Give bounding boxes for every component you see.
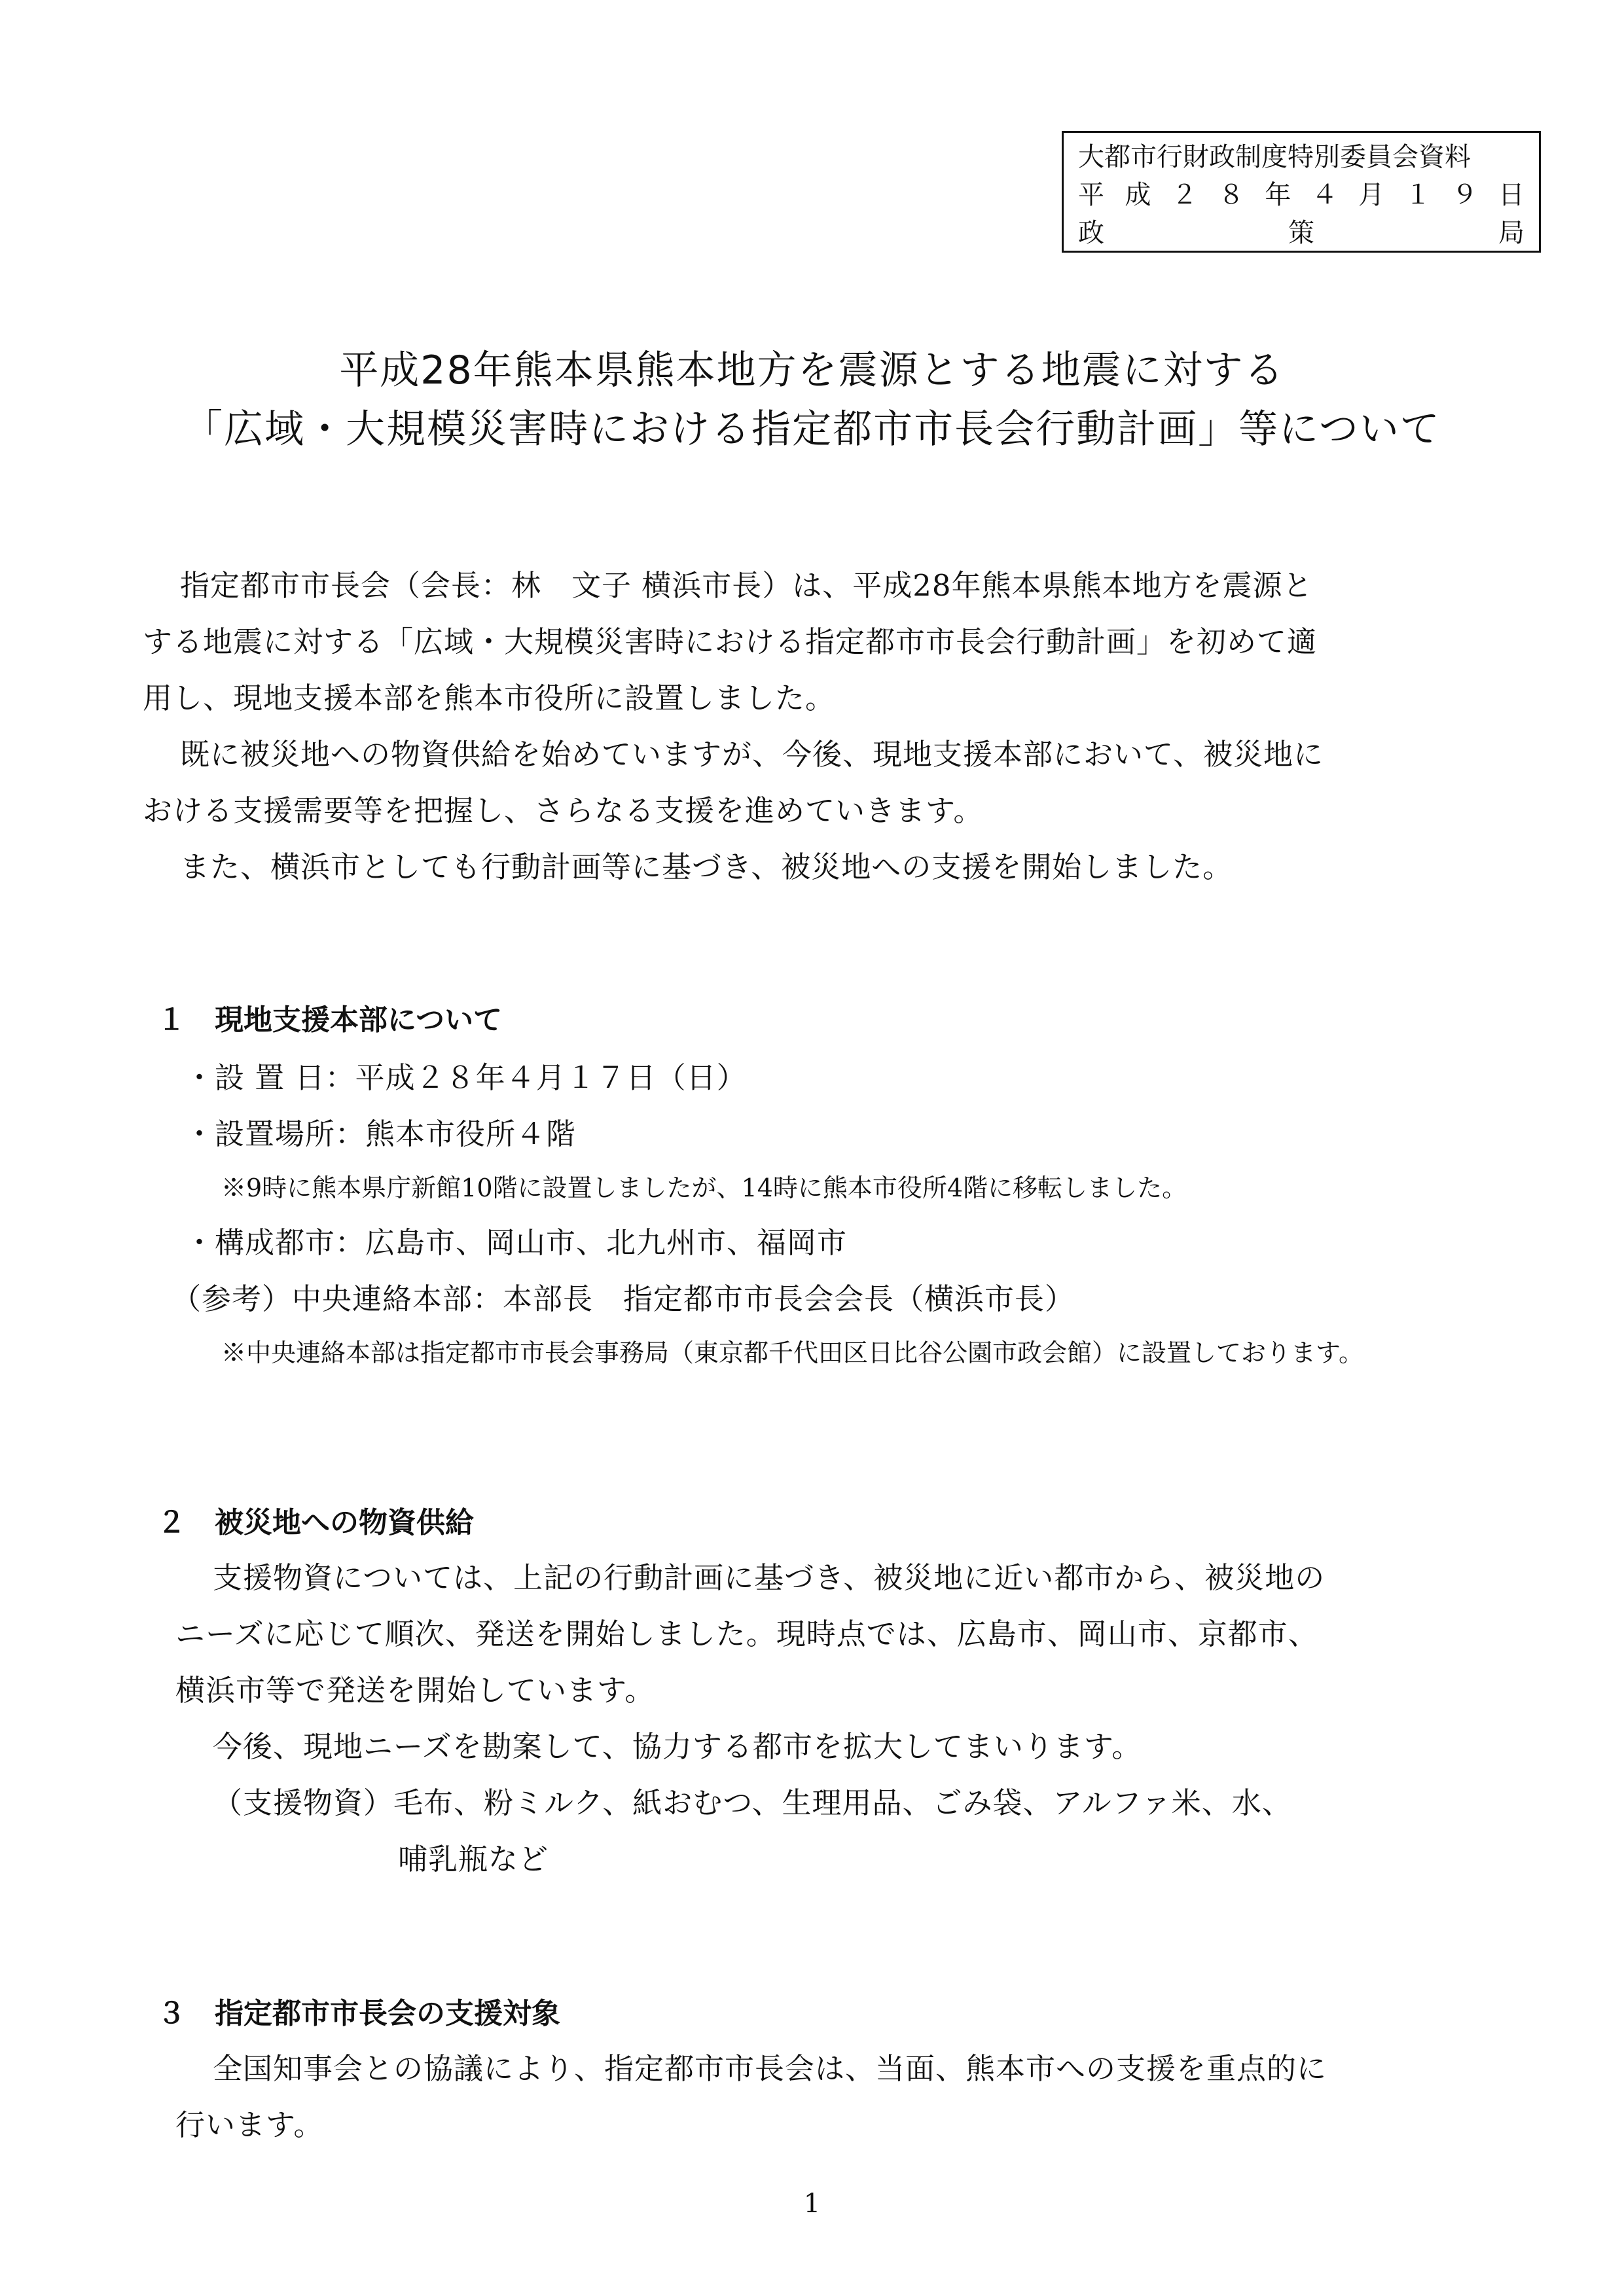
section-2-supplies-cont: 哺乳瓶など	[398, 1842, 549, 1876]
header-department: 政 策 局	[1078, 218, 1525, 248]
intro-line-5: おける支援需要等を把握し、さらなる支援を進めていきます。	[143, 793, 984, 828]
section-3-line-1: 全国知事会との協議により、指定都市市長会は、当面、熊本市への支援を重点的に	[213, 2051, 1327, 2086]
section-1-reference: （参考）中央連絡本部：本部長 指定都市市長会会長（横浜市長）	[171, 1282, 1075, 1316]
section-1-place: ・設置場所：熊本市役所４階	[185, 1117, 577, 1151]
section-3-line-2: 行います。	[175, 2108, 324, 2142]
section-1-reference-note: ※中央連絡本部は指定都市市長会事務局（東京都千代田区日比谷公園市政会館）に設置しております。	[221, 1338, 1363, 1367]
intro-line-2: する地震に対する「広域・大規模災害時における指定都市市長会行動計画」を初めて適	[143, 624, 1318, 659]
section-1-place-note: ※9時に熊本県庁新館10階に設置しましたが、14時に熊本市役所4階に移転しました。	[221, 1174, 1187, 1202]
intro-line-3: 用し、現地支援本部を熊本市役所に設置しました。	[143, 681, 836, 715]
section-2-line-3: 横浜市等で発送を開始しています。	[175, 1673, 655, 1708]
header-date: 平 成 ２ ８ 年 ４ 月 １ ９ 日	[1078, 180, 1525, 210]
page-number: 1	[803, 2189, 821, 2219]
section-2-supplies: （支援物資）毛布、粉ミルク、紙おむつ、生理用品、ごみ袋、アルファ米、水、	[213, 1785, 1292, 1820]
section-2-line-2: ニーズに応じて順次、発送を開始しました。現時点では、広島市、岡山市、京都市、	[175, 1617, 1318, 1651]
title-line-1: 平成28年熊本県熊本地方を震源とする地震に対する	[339, 348, 1285, 393]
section-3-heading: ３ 指定都市市長会の支援対象	[157, 1997, 560, 2030]
intro-line-1: 指定都市市長会（会長：林 文子 横浜市長）は、平成28年熊本県熊本地方を震源と	[180, 568, 1313, 603]
intro-line-6: また、横浜市としても行動計画等に基づき、被災地への支援を開始しました。	[180, 850, 1233, 884]
document-header-box	[1062, 131, 1541, 253]
section-2-line-4: 今後、現地ニーズを勘案して、協力する都市を拡大してまいります。	[213, 1729, 1142, 1764]
section-1-cities: ・構成都市：広島市、岡山市、北九州市、福岡市	[185, 1225, 848, 1260]
intro-line-4: 既に被災地への物資供給を始めていますが、今後、現地支援本部において、被災地に	[180, 737, 1324, 772]
header-committee: 大都市行財政制度特別委員会資料	[1078, 142, 1471, 172]
section-2-line-1: 支援物資については、上記の行動計画に基づき、被災地に近い都市から、被災地の	[213, 1560, 1326, 1595]
section-1-date: ・設 置 日：平成２８年４月１７日（日）	[185, 1060, 747, 1095]
section-2-heading: ２ 被災地への物資供給	[157, 1506, 474, 1539]
title-line-2: 「広域・大規模災害時における指定都市市長会行動計画」等について	[183, 406, 1441, 452]
section-1-heading: １ 現地支援本部について	[157, 1003, 503, 1037]
